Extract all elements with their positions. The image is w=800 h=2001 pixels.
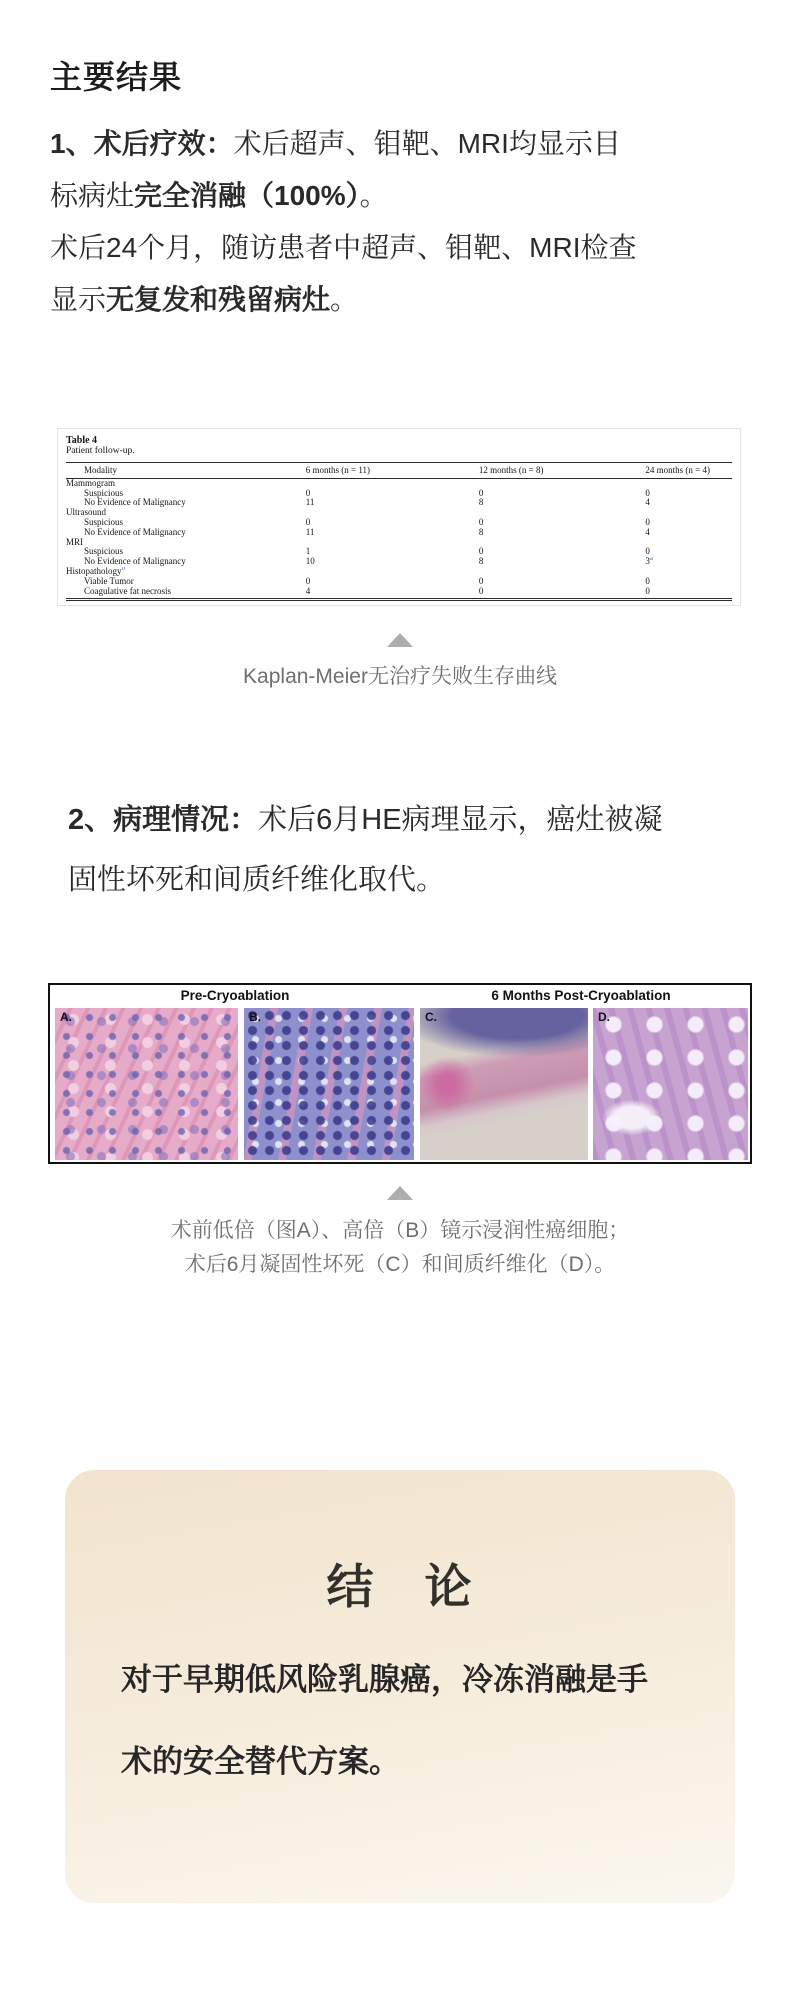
histology-figure <box>48 983 752 1164</box>
para1-lead-bold: 1、术后疗效： <box>50 128 234 159</box>
col-header-modality: Modality <box>66 463 306 479</box>
table-row: No Evidence of Malignancy 11 8 4 <box>66 528 732 538</box>
table-row <box>66 478 732 488</box>
table-caption: Kaplan-Meier无治疗失败生存曲线 <box>243 665 557 688</box>
row-label-cell: No Evidence of Malignancy <box>84 557 186 567</box>
table-row <box>66 538 732 548</box>
para1-bold-no-recurrence: 无复发和残留病灶 <box>106 284 331 315</box>
footnote-marker-a: a <box>649 557 654 563</box>
histology-panel-b <box>244 1008 414 1160</box>
table-header-row <box>66 463 732 479</box>
figure-caption-line1: 术前低倍（图A）、高倍（B）镜示浸润性癌细胞； <box>170 1219 630 1242</box>
followup-table <box>66 462 732 601</box>
conclusion-card <box>65 1470 735 1903</box>
paragraph-postop-efficacy <box>50 118 780 326</box>
para1-line4: 显示无复发和残留病灶。 <box>50 284 359 315</box>
paragraph-pathology <box>68 790 788 910</box>
histology-panel-c <box>420 1008 588 1160</box>
collapse-triangle-icon <box>387 1186 413 1200</box>
table-row: Suspicious 1 0 0 <box>66 547 732 557</box>
conclusion-title: 结 论 <box>326 1562 474 1614</box>
para2-lead-bold: 2、病理情况： <box>68 804 259 836</box>
table-title: Table 4 <box>66 435 98 446</box>
page-title: 主要结果 <box>50 59 183 95</box>
para2-line1: 2、病理情况：术后6月HE病理显示，癌灶被凝 <box>68 804 663 836</box>
row-label-cell-with-footnote: Histopathology$^b$ <box>66 567 306 577</box>
table-row: Suspicious 0 0 0 <box>66 489 732 499</box>
table-row <box>66 508 732 518</box>
panel-c-label: C. <box>425 1010 437 1024</box>
col-header-12months: 12 months (n = 8) <box>479 463 646 479</box>
para1-line3: 术后24个月，随访患者中超声、钼靶、MRI检查 <box>50 232 637 263</box>
col-header-6months: 6 months (n = 11) <box>306 463 479 479</box>
histology-panel-d <box>593 1008 748 1160</box>
row-label-cell: Viable Tumor <box>84 576 134 586</box>
col-header-24months: 24 months (n = 4) <box>645 463 732 479</box>
row-label-cell: Suspicious <box>84 547 124 557</box>
conclusion-line2: 术的安全替代方案。 <box>121 1744 400 1779</box>
value-cell-with-footnote: 3$^a$ <box>645 557 732 567</box>
row-label-cell: Suspicious <box>84 488 124 498</box>
conclusion-line1: 对于早期低风险乳腺癌，冷冻消融是手 <box>121 1662 648 1697</box>
row-label-cell: Suspicious <box>84 517 124 527</box>
followup-table-image <box>57 428 741 606</box>
table-subtitle: Patient follow-up. <box>66 446 135 456</box>
row-label-cell: Mammogram <box>66 478 115 488</box>
table-row: Viable Tumor 0 0 0 <box>66 577 732 587</box>
table-row: Coagulative fat necrosis 4 0 0 <box>66 587 732 600</box>
panel-b-label: B. <box>249 1010 261 1024</box>
row-label-cell: No Evidence of Malignancy <box>84 527 186 537</box>
para2-line2: 固性坏死和间质纤维化取代。 <box>68 864 446 896</box>
figure-label-pre-cryoablation: Pre-Cryoablation <box>180 988 290 1003</box>
panel-a-label: A. <box>60 1010 72 1024</box>
figure-caption <box>0 1214 800 1282</box>
figure-caption-line2: 术后6月凝固性坏死（C）和间质纤维化（D）。 <box>184 1253 616 1276</box>
conclusion-body <box>121 1639 679 1803</box>
row-label-cell: Ultrasound <box>66 508 106 518</box>
footnote-marker-b: b <box>121 566 125 572</box>
table-row <box>66 567 732 577</box>
figure-label-post-cryoablation: 6 Months Post-Cryoablation <box>491 988 671 1003</box>
table-row: No Evidence of Malignancy 10 8 3$^a$ <box>66 557 732 567</box>
para1-line1: 1、术后疗效：术后超声、钼靶、MRI均显示目 <box>50 128 621 159</box>
table-row: Suspicious 0 0 0 <box>66 518 732 528</box>
row-label-cell: MRI <box>66 537 84 547</box>
para1-bold-complete-ablation: 完全消融（100%） <box>134 180 360 211</box>
row-label-cell: Coagulative fat necrosis <box>66 587 306 600</box>
histology-panel-a <box>55 1008 238 1160</box>
collapse-triangle-icon <box>387 633 413 647</box>
panel-d-label: D. <box>598 1010 610 1024</box>
row-label-cell: No Evidence of Malignancy <box>84 498 186 508</box>
para1-line2: 标病灶完全消融（100%）。 <box>50 180 388 211</box>
table-row: No Evidence of Malignancy 11 8 4 <box>66 498 732 508</box>
